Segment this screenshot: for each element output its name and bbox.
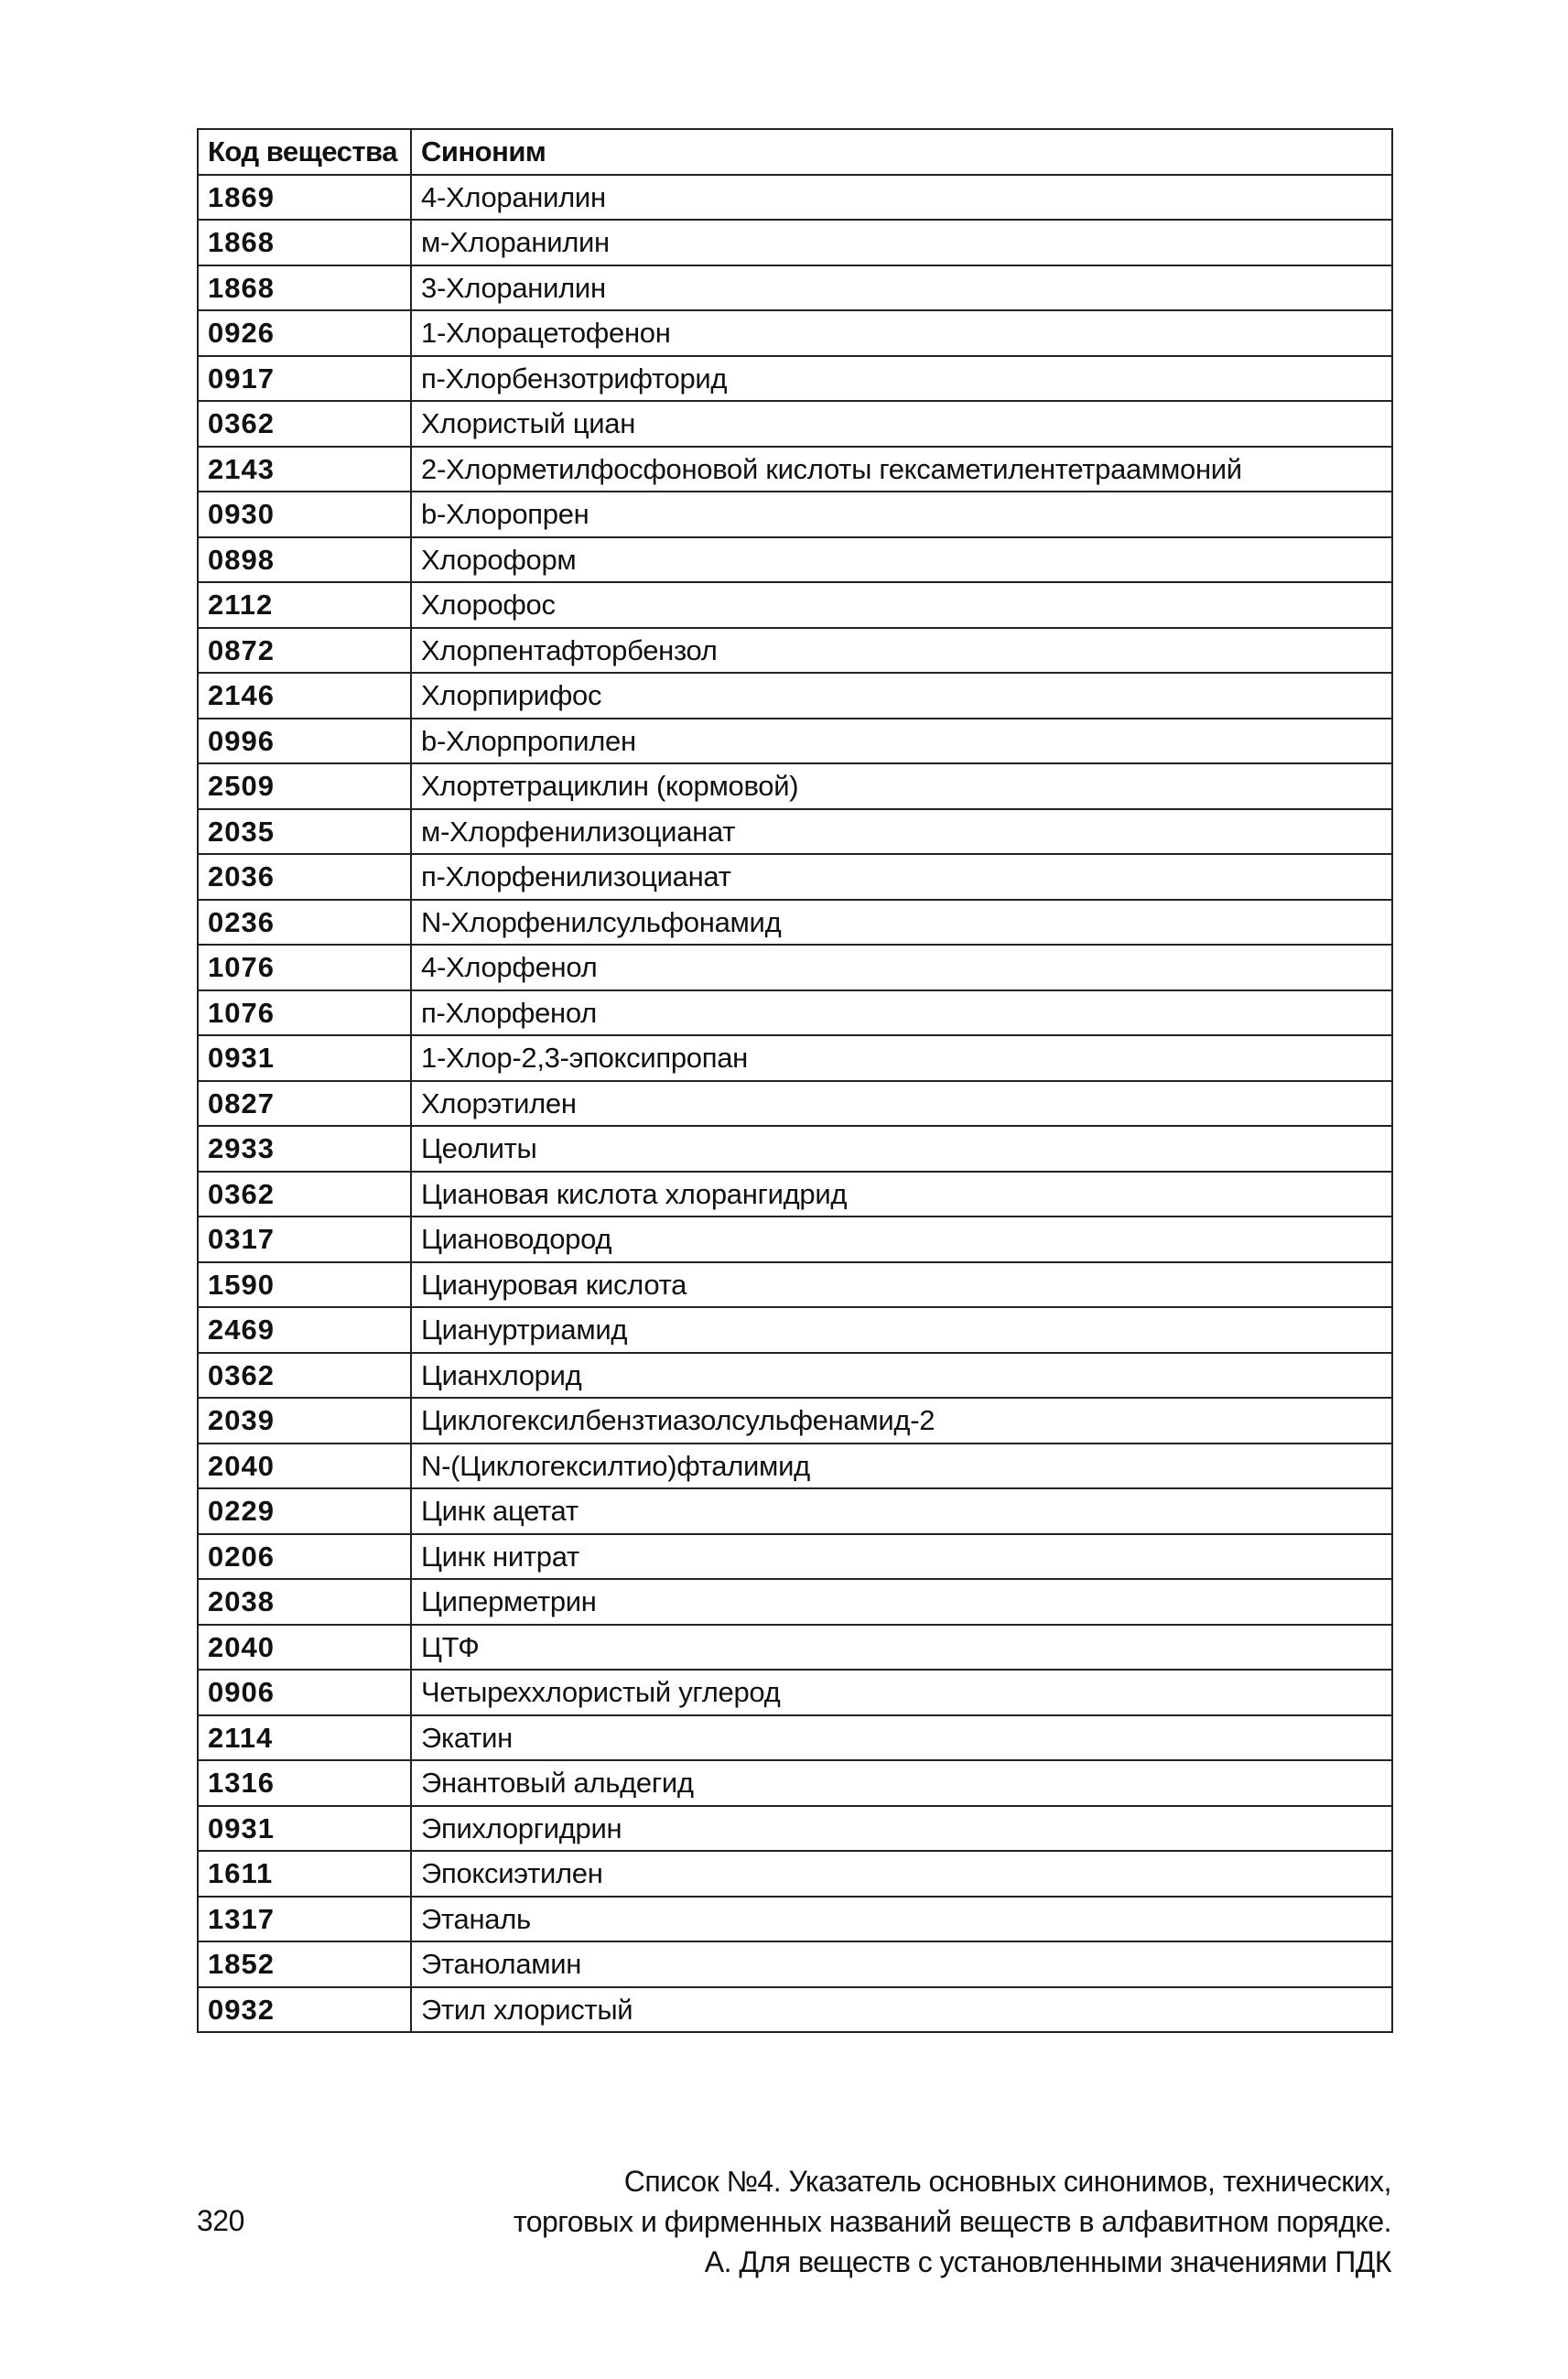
caption-line: А. Для веществ с установленными значениями ПДК	[704, 2245, 1391, 2278]
synonym-cell: Энантовый альдегид	[411, 1760, 1392, 1806]
substance-code-cell: 0317	[198, 1217, 411, 1262]
substance-code-cell: 1590	[198, 1262, 411, 1308]
table-header-row	[198, 129, 1392, 175]
substance-code-cell: 2933	[198, 1126, 411, 1172]
column-header-code: Код вещества	[198, 129, 411, 175]
synonym-cell: Цинк ацетат	[411, 1488, 1392, 1534]
substance-code-cell: 0931	[198, 1806, 411, 1852]
page-number: 320	[197, 2204, 244, 2237]
synonym-cell: b-Хлорпропилен	[411, 719, 1392, 764]
substance-code-cell: 1076	[198, 990, 411, 1036]
table-row	[198, 900, 1392, 946]
synonym-cell: Циануровая кислота	[411, 1262, 1392, 1308]
synonym-cell: N-(Циклогексилтио)фталимид	[411, 1444, 1392, 1489]
substance-code-cell: 0236	[198, 900, 411, 946]
table-row	[198, 1398, 1392, 1444]
table-row	[198, 1126, 1392, 1172]
synonym-cell: Хлортетрациклин (кормовой)	[411, 763, 1392, 809]
substance-code-cell: 0872	[198, 628, 411, 674]
substance-code-cell: 2038	[198, 1579, 411, 1625]
synonym-cell: Циановая кислота хлорангидрид	[411, 1172, 1392, 1217]
column-header-synonym: Синоним	[411, 129, 1392, 175]
substance-code-cell: 2040	[198, 1625, 411, 1671]
table-row	[198, 401, 1392, 447]
table-row	[198, 265, 1392, 311]
substance-code-cell: 2112	[198, 582, 411, 628]
substance-code-cell: 0926	[198, 310, 411, 356]
substance-code-cell: 2040	[198, 1444, 411, 1489]
table-row	[198, 628, 1392, 674]
substance-code-cell: 0362	[198, 1172, 411, 1217]
table-row	[198, 582, 1392, 628]
table-row	[198, 945, 1392, 990]
synonym-cell: ЦТФ	[411, 1625, 1392, 1671]
synonym-table	[197, 128, 1393, 2033]
table-row	[198, 1625, 1392, 1671]
synonym-cell: Циануртриамид	[411, 1307, 1392, 1353]
substance-code-cell: 0206	[198, 1534, 411, 1580]
synonym-cell: м-Хлоранилин	[411, 220, 1392, 265]
substance-code-cell: 0827	[198, 1081, 411, 1127]
table-row	[198, 1172, 1392, 1217]
table-row	[198, 1806, 1392, 1852]
synonym-cell: N-Хлорфенилсульфонамид	[411, 900, 1392, 946]
table-row	[198, 673, 1392, 719]
substance-code-cell: 0362	[198, 401, 411, 447]
table-row	[198, 1353, 1392, 1399]
table-row	[198, 175, 1392, 221]
synonym-cell: Хлористый циан	[411, 401, 1392, 447]
synonym-cell: Цеолиты	[411, 1126, 1392, 1172]
caption-line: торговых и фирменных названий веществ в алфавитном порядке.	[513, 2205, 1391, 2238]
table-row	[198, 719, 1392, 764]
table-row	[198, 809, 1392, 855]
synonym-cell: Четыреххлористый углерод	[411, 1670, 1392, 1715]
synonym-cell: м-Хлорфенилизоцианат	[411, 809, 1392, 855]
substance-code-cell: 2143	[198, 447, 411, 492]
substance-code-cell: 1869	[198, 175, 411, 221]
synonym-cell: Циановодород	[411, 1217, 1392, 1262]
synonym-cell: Хлорпентафторбензол	[411, 628, 1392, 674]
substance-code-cell: 1611	[198, 1851, 411, 1897]
table-row	[198, 310, 1392, 356]
substance-code-cell: 0917	[198, 356, 411, 402]
substance-code-cell: 2039	[198, 1398, 411, 1444]
synonym-cell: Экатин	[411, 1715, 1392, 1761]
synonym-cell: Цинк нитрат	[411, 1534, 1392, 1580]
synonym-cell: Этаналь	[411, 1897, 1392, 1942]
substance-code-cell: 2036	[198, 854, 411, 900]
table-row	[198, 537, 1392, 583]
table-row	[198, 1715, 1392, 1761]
synonym-cell: 1-Хлорацетофенон	[411, 310, 1392, 356]
synonym-cell: Циклогексилбензтиазолсульфенамид-2	[411, 1398, 1392, 1444]
page-caption	[514, 2161, 1391, 2282]
table-row	[198, 1035, 1392, 1081]
table-row	[198, 1760, 1392, 1806]
substance-code-cell: 1316	[198, 1760, 411, 1806]
table-row	[198, 763, 1392, 809]
synonym-cell: Хлорэтилен	[411, 1081, 1392, 1127]
table-body	[198, 175, 1392, 2033]
substance-code-cell: 2469	[198, 1307, 411, 1353]
substance-code-cell: 0931	[198, 1035, 411, 1081]
synonym-cell: Эпихлоргидрин	[411, 1806, 1392, 1852]
substance-code-cell: 0229	[198, 1488, 411, 1534]
substance-code-cell: 0362	[198, 1353, 411, 1399]
caption-line: Список №4. Указатель основных синонимов, технических,	[623, 2165, 1391, 2198]
synonym-cell: Хлорпирифос	[411, 673, 1392, 719]
synonym-cell: 4-Хлорфенол	[411, 945, 1392, 990]
substance-code-cell: 2509	[198, 763, 411, 809]
synonym-cell: п-Хлорбензотрифторид	[411, 356, 1392, 402]
table-row	[198, 1987, 1392, 2033]
synonym-cell: Этаноламин	[411, 1941, 1392, 1987]
synonym-cell: Хлороформ	[411, 537, 1392, 583]
table-row	[198, 1941, 1392, 1987]
table-row	[198, 1488, 1392, 1534]
table-row	[198, 1081, 1392, 1127]
synonym-cell: п-Хлорфенилизоцианат	[411, 854, 1392, 900]
synonym-cell: Хлорофос	[411, 582, 1392, 628]
table-row	[198, 1579, 1392, 1625]
table-row	[198, 492, 1392, 537]
table-row	[198, 1262, 1392, 1308]
table-row	[198, 1851, 1392, 1897]
synonym-cell: Эпоксиэтилен	[411, 1851, 1392, 1897]
substance-code-cell: 2114	[198, 1715, 411, 1761]
substance-code-cell: 0996	[198, 719, 411, 764]
synonym-cell: Циперметрин	[411, 1579, 1392, 1625]
substance-code-cell: 0898	[198, 537, 411, 583]
substance-code-cell: 0932	[198, 1987, 411, 2033]
substance-code-cell: 1868	[198, 265, 411, 311]
synonym-cell: 3-Хлоранилин	[411, 265, 1392, 311]
table-row	[198, 990, 1392, 1036]
substance-code-cell: 2146	[198, 673, 411, 719]
table-row	[198, 1444, 1392, 1489]
table-row	[198, 1217, 1392, 1262]
synonym-cell: п-Хлорфенол	[411, 990, 1392, 1036]
synonym-cell: 1-Хлор-2,3-эпоксипропан	[411, 1035, 1392, 1081]
substance-code-cell: 1076	[198, 945, 411, 990]
table-row	[198, 1534, 1392, 1580]
substance-code-cell: 1317	[198, 1897, 411, 1942]
substance-code-cell: 0930	[198, 492, 411, 537]
synonym-cell: Цианхлорид	[411, 1353, 1392, 1399]
table-row	[198, 1897, 1392, 1942]
substance-code-cell: 1852	[198, 1941, 411, 1987]
table-row	[198, 1307, 1392, 1353]
table-row	[198, 854, 1392, 900]
table-row	[198, 220, 1392, 265]
substance-code-cell: 1868	[198, 220, 411, 265]
substance-code-cell: 2035	[198, 809, 411, 855]
synonym-cell: Этил хлористый	[411, 1987, 1392, 2033]
synonym-cell: 2-Хлорметилфосфоновой кислоты гексаметилентетрааммоний	[411, 447, 1392, 492]
synonym-cell: 4-Хлоранилин	[411, 175, 1392, 221]
table-row	[198, 356, 1392, 402]
substance-code-cell: 0906	[198, 1670, 411, 1715]
table-row	[198, 447, 1392, 492]
table-row	[198, 1670, 1392, 1715]
synonym-cell: b-Хлоропрен	[411, 492, 1392, 537]
